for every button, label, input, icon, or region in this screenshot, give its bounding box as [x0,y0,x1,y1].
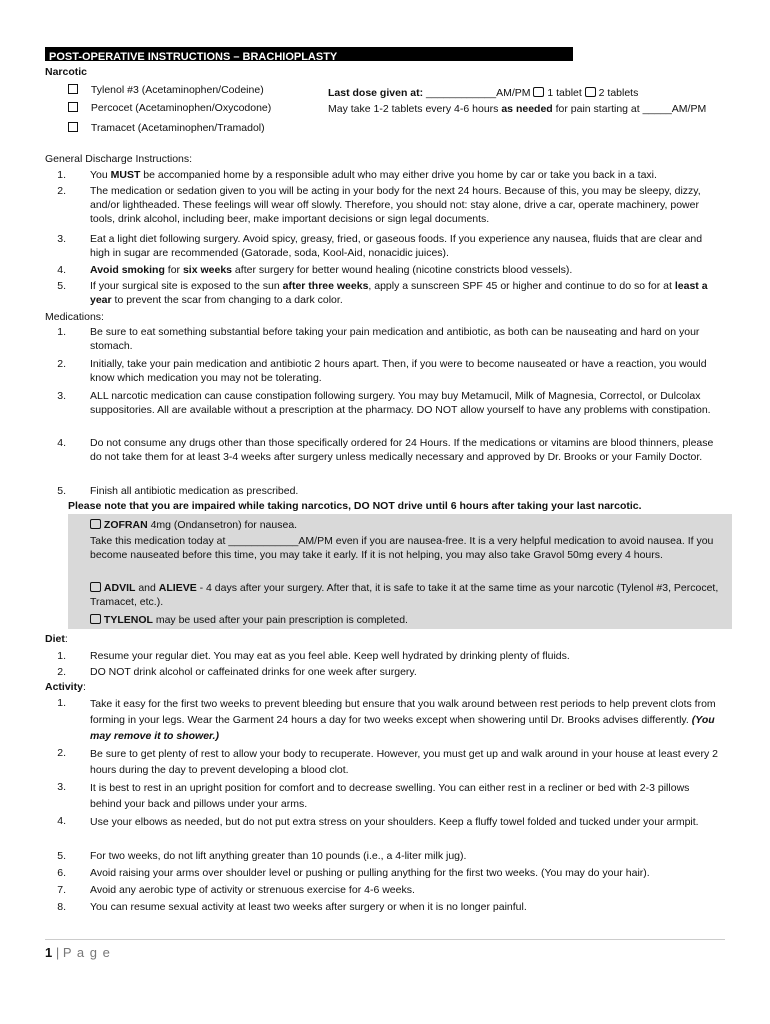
option-label: Percocet (Acetaminophen/Oxycodone) [90,102,272,114]
least-a-year-text: least a year [90,280,708,306]
activity-heading-line: Activity: [45,681,86,693]
item-text: Use your elbows as needed, but do not put extra stress on your shoulders. Keep a fluffy towel folded and tucked under your armpit. [90,816,699,828]
list-item [45,696,725,746]
zofran-label: ZOFRAN [103,519,148,531]
general-heading: General Discharge Instructions: [45,153,193,165]
checkbox-icon[interactable] [68,84,78,94]
item-text: Avoid raising your arms over shoulder level or pushing or pulling anything for the first two weeks. (You may do your hair). [90,867,650,879]
title-bar [45,47,573,61]
aleve-label: ALIEVE [158,582,197,594]
tylenol-item [90,613,720,627]
item-text: Avoid any aerobic type of activity or strenuous exercise for 4-6 weeks. [90,884,415,896]
item-number: 8. [57,901,66,913]
narcotic-heading: Narcotic [45,66,88,78]
item-text: You can resume sexual activity at least two weeks after surgery or when it is no longer painful. [90,901,527,913]
advil-text: - 4 days after your surgery. After that, it is safe to take it at the same time as your narcotic (Tylenol #3, Percocet, Tramacet, etc.). [90,582,719,608]
checkbox-icon[interactable] [533,87,544,97]
list-item [45,389,725,437]
checkbox-icon[interactable] [90,614,101,624]
item-text: Do not consume any drugs other than those specifically ordered for 24 Hours. If the medications or vitamins are blood thinners, please do not take them for at least 3-4 weeks after surgery unless medically necessary and approved by Dr. Brooks or your Family Doctor. [90,437,714,463]
option-label: Tramacet (Acetaminophen/Tramadol) [90,122,265,134]
option-label: Tylenol #3 (Acetaminophen/Codeine) [90,84,264,96]
item-text: Eat a light diet following surgery. Avoid spicy, greasy, fried, or gaseous foods. If you experience any nausea, fluids that are clear and high in sugar are recommended (Gatorade, soda, Kool-Aid, nonacidic juices). [90,233,703,259]
checkbox-icon[interactable] [90,519,101,529]
item-text: after surgery for better wound healing (nicotine constricts blood vessels). [232,264,573,276]
item-number: 2. [57,185,66,197]
avoid-smoking-text: Avoid smoking [90,264,165,276]
diet-heading-line: Diet: [45,633,68,645]
checkbox-icon[interactable] [90,582,101,592]
checkbox-icon[interactable] [68,122,78,132]
item-number: 3. [57,233,66,245]
tylenol-label: TYLENOL [103,614,153,626]
item-number: 3. [57,781,66,793]
item-number: 4. [57,437,66,449]
zofran-text: Take this medication today at ____________AM/PM even if you are nausea-free. It is a very helpful medication to avoid nausea. If you become nauseated before this time, you may take it early. If it is not helping, you may also take Gravol 50mg every 4 hours. [90,535,714,561]
activity-heading: Activity [45,681,83,693]
item-number: 1. [57,326,66,338]
must-text: MUST [110,169,141,181]
item-text: It is best to rest in an upright position for comfort and to decrease swelling. You can either rest in a recliner or bed with 2-3 pillows behind your back and pillows under your arms. [90,782,690,810]
item-number: 3. [57,390,66,402]
list-item [45,780,725,814]
dose-frequency-text: May take 1-2 tablets every 4-6 hours [328,103,502,115]
narcotic-option-tramacet[interactable] [68,121,265,135]
dose-frequency-line [328,102,706,116]
item-text: , apply a sunscreen SPF 45 or higher and continue to do so for at [368,280,675,292]
list-item [45,325,725,357]
item-number: 7. [57,884,66,896]
list-item [45,436,725,484]
item-number: 5. [57,280,66,292]
page-label: P a g e [62,945,111,960]
shower-note: (You may remove it to shower.) [90,714,715,742]
as-needed-text: as needed [501,103,553,115]
item-text: Initially, take your pain medication and antibiotic 2 hours apart. Then, if you were to become nauseated or have a reaction, you would know which medication you may not be tolerating. [90,358,707,384]
item-text: Be sure to get plenty of rest to allow your body to recuperate. However, you must get up and walk around in your house at least every 2 hours during the day to prevent developing a blood clot. [90,748,719,776]
item-text: and [135,582,159,594]
footer-divider [45,939,725,940]
list-item [45,232,725,264]
checkbox-icon[interactable] [585,87,596,97]
item-text: ALL narcotic medication can cause constipation following surgery. You may buy Metamucil, Milk of Magnesia, Correctol, or Dulcolax suppositories. All are available without a prescription at the pharmacy. DO NOT allow yourself to have any problems with constipation. [90,390,711,416]
item-text: Finish all antibiotic medication as prescribed. [90,485,299,497]
page-title: POST-OPERATIVE INSTRUCTIONS – BRACHIOPLASTY [49,51,338,63]
item-number: 6. [57,867,66,879]
item-text: Be sure to eat something substantial before taking your pain medication and antibiotic, as both can be nauseating and hard on your stomach. [90,326,700,352]
item-number: 5. [57,485,66,497]
item-text: to prevent the scar from changing to a dark color. [111,294,343,306]
item-number: 2. [57,358,66,370]
advil-label: ADVIL [103,582,136,594]
footer-separator: | [52,945,63,960]
page-footer [45,945,111,961]
list-item [45,357,725,389]
last-dose-blank[interactable]: ____________AM/PM [423,87,534,99]
item-text: Resume your regular diet. You may eat as you feel able. Keep well hydrated by drinking plenty of fluids. [90,650,570,662]
item-text: For two weeks, do not lift anything greater than 10 pounds (i.e., a 4-liter milk jug). [90,850,467,862]
item-number: 2. [57,666,66,678]
last-dose-line [328,86,638,100]
narcotic-driving-warning: Please note that you are impaired while taking narcotics, DO NOT drive until 6 hours after taking your last narcotic. [68,500,642,512]
zofran-heading [90,518,730,532]
list-item [45,279,725,311]
six-weeks-text: six weeks [182,264,233,276]
one-tablet-label: 1 tablet [547,87,582,99]
item-number: 5. [57,850,66,862]
item-number: 1. [57,697,66,709]
list-item [45,746,725,780]
narcotic-option-percocet[interactable] [68,101,271,115]
zofran-dose: 4mg (Ondansetron) for nausea. [147,519,298,531]
item-number: 1. [57,650,66,662]
list-item [45,814,725,848]
diet-heading: Diet [45,633,65,645]
item-number: 4. [57,264,66,276]
two-tablets-label: 2 tablets [598,87,639,99]
item-text: The medication or sedation given to you will be acting in your body for the next 24 hours. Because of this, you may be sleepy, dizzy, and/or lightheaded. These feelings will wear off slowly. Therefore, you should not: stay alone, drive a car, operate machinery, power tools, drink alcohol, including beer, make important decisions or sign legal documents. [90,185,701,225]
item-number: 1. [57,169,66,181]
item-text: for [164,264,183,276]
item-text: If your surgical site is exposed to the sun [90,280,283,292]
item-number: 2. [57,747,66,759]
last-dose-label: Last dose given at: [328,87,424,99]
advil-item [90,581,725,609]
item-number: 4. [57,815,66,827]
checkbox-icon[interactable] [68,102,78,112]
medications-heading: Medications: [45,311,104,323]
item-text: DO NOT drink alcohol or caffeinated drinks for one week after surgery. [90,666,417,678]
pain-start-text: for pain starting at _____AM/PM [552,103,707,115]
after-three-weeks-text: after three weeks [282,280,369,292]
page-number: 1 [45,945,53,960]
list-item [45,184,725,232]
item-text: Take it easy for the first two weeks to prevent bleeding but ensure that you walk around between rest periods to help prevent clots from forming in your legs. Wear the Garment 24 hours a day for two weeks except when showering until Dr. Brooks advises differently. [90,698,716,726]
tylenol-text: may be used after your pain prescription is completed. [152,614,408,626]
narcotic-option-tylenol3[interactable] [68,83,264,97]
